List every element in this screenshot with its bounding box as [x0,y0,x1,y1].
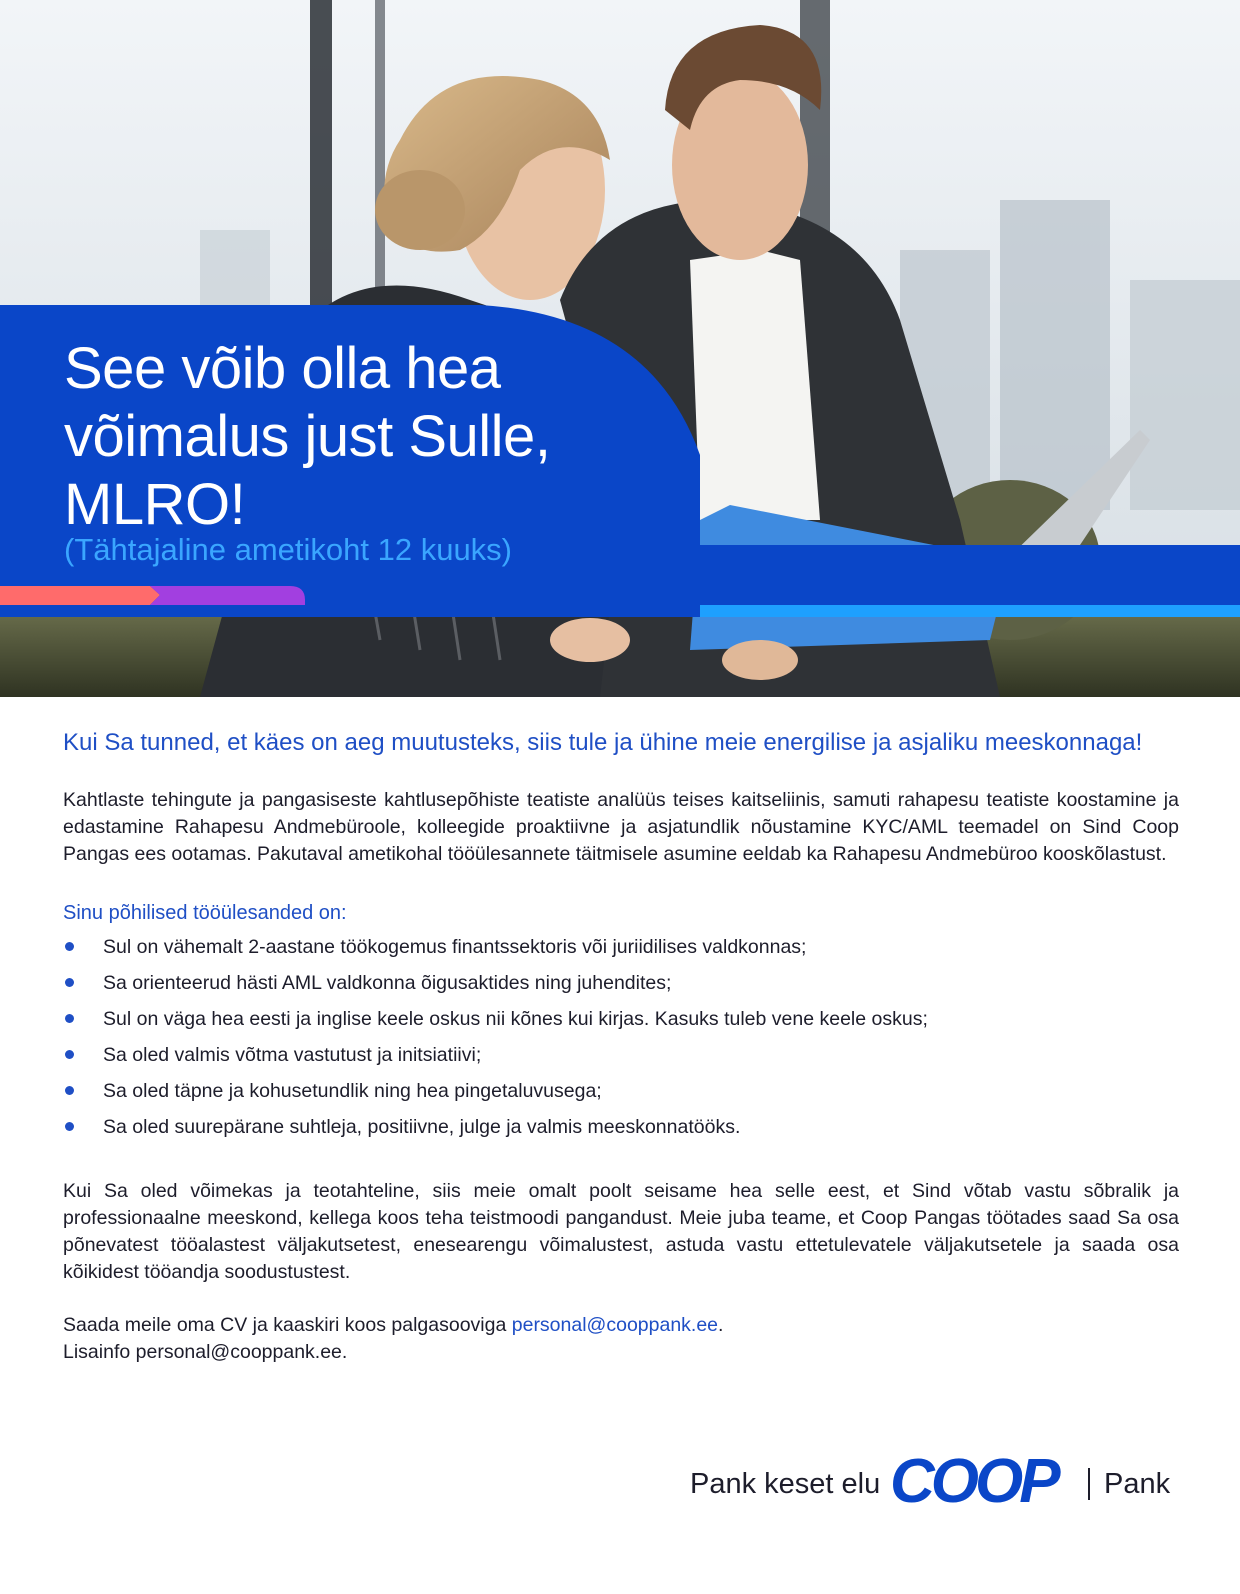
footer-brand [660,1450,1180,1520]
list-item-text: Sul on vähemalt 2-aastane töökogemus finantssektoris või juriidilises valdkonnas; [103,936,807,958]
list-item-text: Sul on väga hea eesti ja inglise keele oskus nii kõnes kui kirjas. Kasuks tuleb vene keele oskus; [103,1008,928,1030]
tasks-heading: Sinu põhilised tööülesanded on: [63,902,347,924]
list-item [63,1006,1179,1032]
bullet-icon [65,978,74,987]
hero-title [64,335,684,539]
list-item-text: Sa oled suurepärane suhtleja, positiivne, julge ja valmis meeskonnatööks. [103,1116,741,1138]
list-item [63,970,1179,996]
slogan: Pank keset elu [690,1468,881,1500]
list-item-text: Sa orienteerud hästi AML valdkonna õigusaktides ning juhendites; [103,972,672,994]
list-item [63,934,1179,960]
contact-line-1-end: . [718,1314,724,1336]
bullet-icon [65,942,74,951]
email-link[interactable]: personal@cooppank.ee [511,1314,719,1336]
hero-title-line-2: võimalus just Sulle, [64,404,551,469]
list-item [63,1042,1179,1068]
contact-line-1-text: Saada meile oma CV ja kaaskiri koos palgasooviga [63,1314,512,1336]
bullet-icon [65,1050,74,1059]
contact-info [63,1312,1179,1366]
bank-word: Pank [1104,1468,1171,1500]
list-item [63,1078,1179,1104]
tasks-list [63,934,1179,1140]
offer-paragraph: Kui Sa oled võimekas ja teotahteline, siis meie omalt poolt seisame hea selle eest, et Sind võtab vastu sõbralik ja professionaalne meeskond, kellega koos teha teistmoodi pangandust. Meie juba teame, et Coop Pangas töötades saad Sa osa põnevatest tööalastest väljakutsetest, enesearengu võimalustest, astuda vastu ettetulevatele väljakutsetele ja saada osa kõikidest tööandja soodustustest. [63,1180,1179,1283]
list-item-text: Sa oled valmis võtma vastutust ja initsiatiivi; [103,1044,482,1066]
coop-logo [890,1452,1075,1516]
list-item [63,1114,1179,1140]
coop-logo-text: COOP [890,1452,1057,1516]
contact-line-2: Lisainfo personal@cooppank.ee. [63,1341,348,1363]
hero-title-line-3: MLRO! [64,472,246,537]
job-description [63,727,1179,1366]
list-item-text: Sa oled täpne ja kohusetundlik ning hea pingetaluvusega; [103,1080,602,1102]
bullet-icon [65,1086,74,1095]
intro-text: Kui Sa tunned, et käes on aeg muutusteks, siis tule ja ühine meie energilise ja asjaliku meeskonnaga! [63,729,1143,756]
hero-banner [0,0,1240,697]
bullet-icon [65,1122,74,1131]
footer-divider [1088,1468,1090,1500]
hero-title-line-1: See võib olla hea [64,336,501,401]
bullet-icon [65,1014,74,1023]
hero-subtitle: (Tähtajaline ametikoht 12 kuuks) [64,532,513,567]
description-paragraph: Kahtlaste tehingute ja pangasiseste kahtlusepõhiste teatiste analüüs teises kaitseliinis, samuti rahapesu teatiste koostamine ja edastamine Rahapesu Andmebüroole, kolleegide proaktiivne ja asjatundlik nõustamine KYC/AML teemadel on Sind Coop Pangas ees ootamas. Pakutaval ametikohal tööülesannete täitmisele asumine eeldab ka Rahapesu Andmebüroo kooskõlastust. [63,789,1179,865]
